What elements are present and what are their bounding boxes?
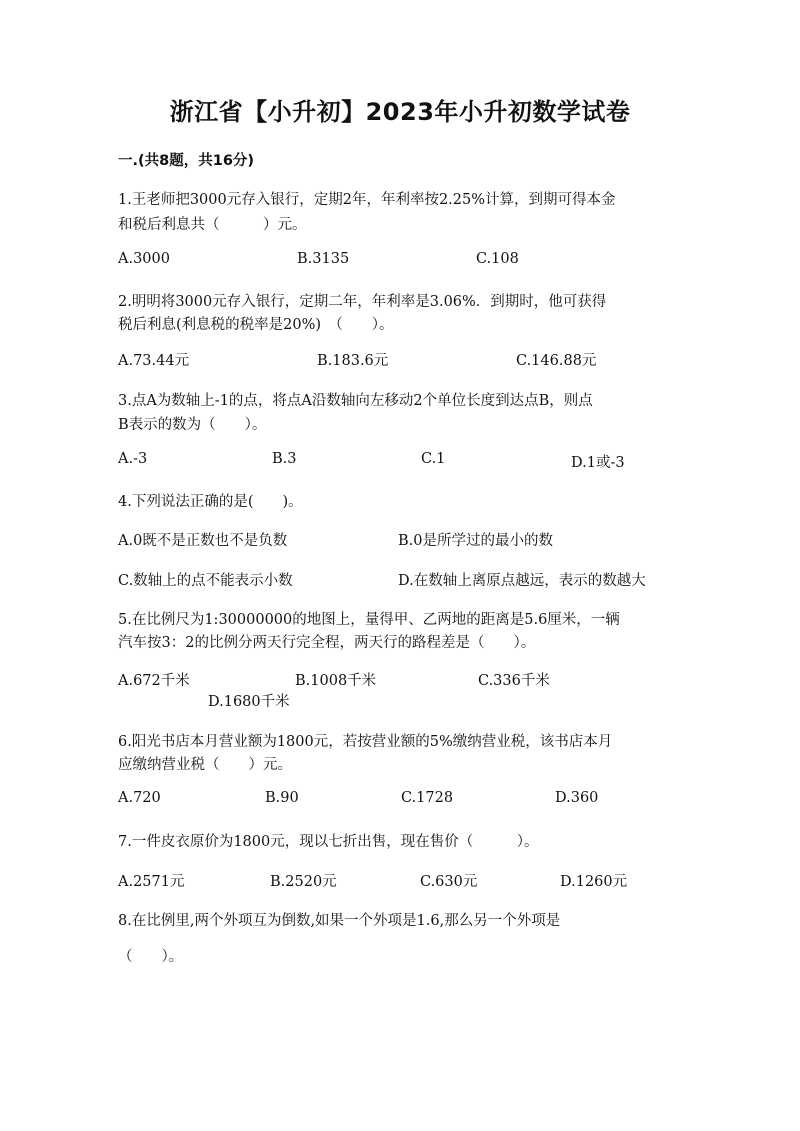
question-3-option-d: D.1或-3 (571, 455, 625, 471)
question-4-option-a: A.0既不是正数也不是负数 (118, 533, 288, 549)
question-5-option-a: A.672千米 (118, 673, 190, 689)
question-6-option-a: A.720 (118, 790, 161, 806)
question-1-option-a: A.3000 (118, 251, 170, 267)
question-5-option-b: B.1008千米 (295, 673, 377, 689)
question-3-option-b: B.3 (272, 451, 297, 467)
section-header: 一.(共8题，共16分) (118, 153, 255, 169)
question-2-option-a: A.73.44元 (118, 353, 190, 369)
question-6-line-2: 应缴纳营业税（ ）元。 (118, 757, 292, 773)
question-1-line-2: 和税后利息共（ ）元。 (118, 217, 307, 233)
question-2-line-1: 2.明明将3000元存入银行，定期二年，年利率是3.06%．到期时，他可获得 (118, 294, 607, 310)
question-5-option-d: D.1680千米 (208, 694, 290, 710)
question-7-line-1: 7.一件皮衣原价为1800元，现以七折出售，现在售价（ ）。 (118, 834, 539, 850)
question-2-option-c: C.146.88元 (516, 353, 597, 369)
question-4-option-c: C.数轴上的点不能表示小数 (118, 573, 293, 589)
question-5-line-2: 汽车按3：2的比例分两天行完全程，两天行的路程差是（ ）。 (118, 635, 536, 651)
question-3-line-1: 3.点A为数轴上-1的点，将点A沿数轴向左移动2个单位长度到达点B，则点 (118, 393, 593, 409)
question-7-option-d: D.1260元 (560, 874, 628, 890)
question-2-option-b: B.183.6元 (317, 353, 389, 369)
question-3-option-a: A.-3 (118, 451, 148, 467)
question-7-option-c: C.630元 (420, 874, 478, 890)
question-5-option-c: C.336千米 (478, 673, 550, 689)
page-title: 浙江省【小升初】2023年小升初数学试卷 (169, 98, 631, 126)
question-1-option-c: C.108 (476, 251, 519, 267)
question-5-line-1: 5.在比例尺为1:30000000的地图上，量得甲、乙两地的距离是5.6厘米，一辆 (118, 612, 620, 628)
question-7-option-b: B.2520元 (270, 874, 337, 890)
question-6-option-c: C.1728 (401, 790, 454, 806)
question-1-line-1: 1.王老师把3000元存入银行，定期2年，年利率按2.25%计算，到期可得本金 (118, 192, 616, 208)
question-3-option-c: C.1 (421, 451, 446, 467)
question-4-option-d: D.在数轴上离原点越远，表示的数越大 (398, 573, 646, 589)
question-4-line-1: 4.下列说法正确的是( )。 (118, 494, 303, 510)
question-6-line-1: 6.阳光书店本月营业额为1800元，若按营业额的5%缴纳营业税，该书店本月 (118, 734, 613, 750)
question-8-line-2: （ ）。 (118, 949, 184, 965)
question-6-option-d: D.360 (555, 790, 599, 806)
question-7-option-a: A.2571元 (118, 874, 185, 890)
question-2-line-2: 税后利息(利息税的税率是20%) （ ）。 (118, 317, 394, 333)
question-1-option-b: B.3135 (297, 251, 350, 267)
question-4-option-b: B.0是所学过的最小的数 (398, 533, 553, 549)
question-3-line-2: B表示的数为（ ）。 (118, 417, 267, 433)
question-6-option-b: B.90 (265, 790, 299, 806)
question-8-line-1: 8.在比例里,两个外项互为倒数,如果一个外项是1.6,那么另一个外项是 (118, 913, 561, 929)
